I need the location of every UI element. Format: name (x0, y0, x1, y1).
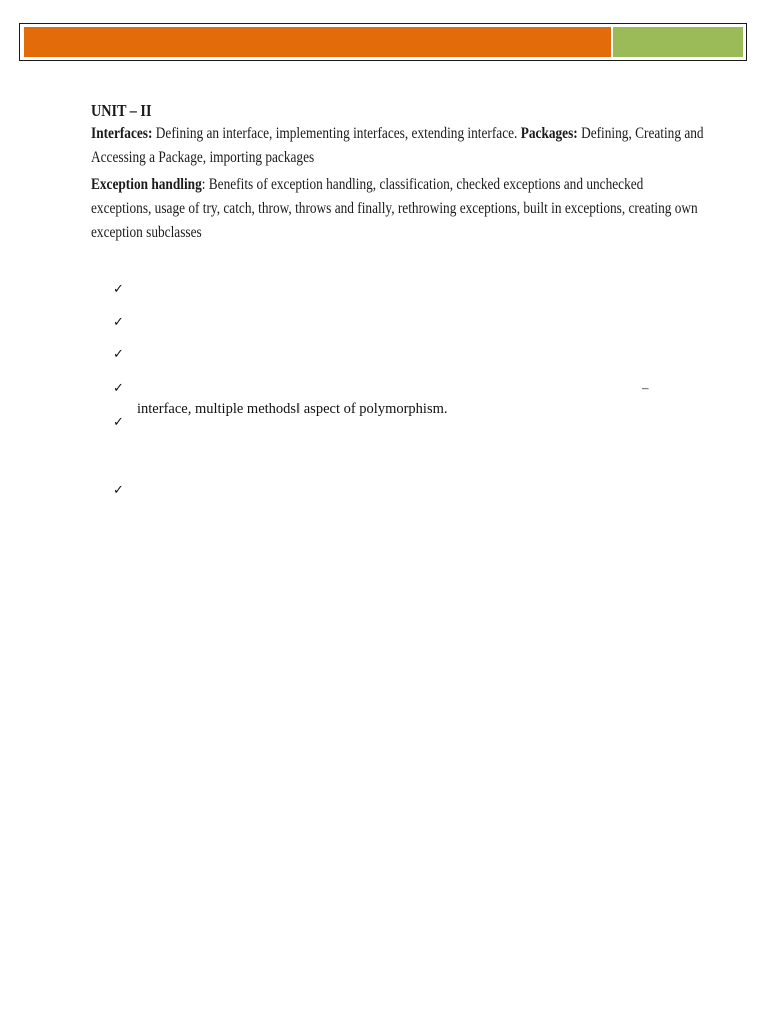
packages-text: Defining, Creating and Accessing a Package, importing packages (91, 125, 704, 166)
checkmark-icon: ✓ (113, 483, 124, 498)
header-orange-band (24, 27, 611, 57)
checkmark-icon: ✓ (113, 315, 124, 330)
bullet-dash: – (642, 380, 649, 395)
checkmark-icon: ✓ (113, 347, 124, 362)
interfaces-packages-paragraph (91, 122, 707, 170)
syllabus-block (91, 100, 707, 245)
checkmark-icon: ✓ (113, 415, 124, 430)
checkmark-icon: ✓ (113, 381, 124, 396)
bullet-text-polymorphism: interface, multiple methods‖ aspect of polymorphism. (137, 401, 448, 417)
header-green-band (613, 27, 743, 57)
unit-title: UNIT – II (91, 101, 152, 120)
exception-text: : Benefits of exception handling, classification, checked exceptions and unchecked exceptions, usage of try, catch, throw, throws and finally, rethrowing exceptions, built in exceptions, creating own exception subclasses (91, 176, 698, 241)
exception-label: Exception handling (91, 176, 202, 193)
interfaces-label: Interfaces: (91, 125, 153, 142)
interfaces-text: Defining an interface, implementing interfaces, extending interface. (152, 125, 521, 142)
checkmark-icon: ✓ (113, 282, 124, 297)
packages-label: Packages: (520, 125, 578, 142)
page-header-bar (19, 23, 747, 61)
exception-handling-paragraph (91, 173, 707, 245)
